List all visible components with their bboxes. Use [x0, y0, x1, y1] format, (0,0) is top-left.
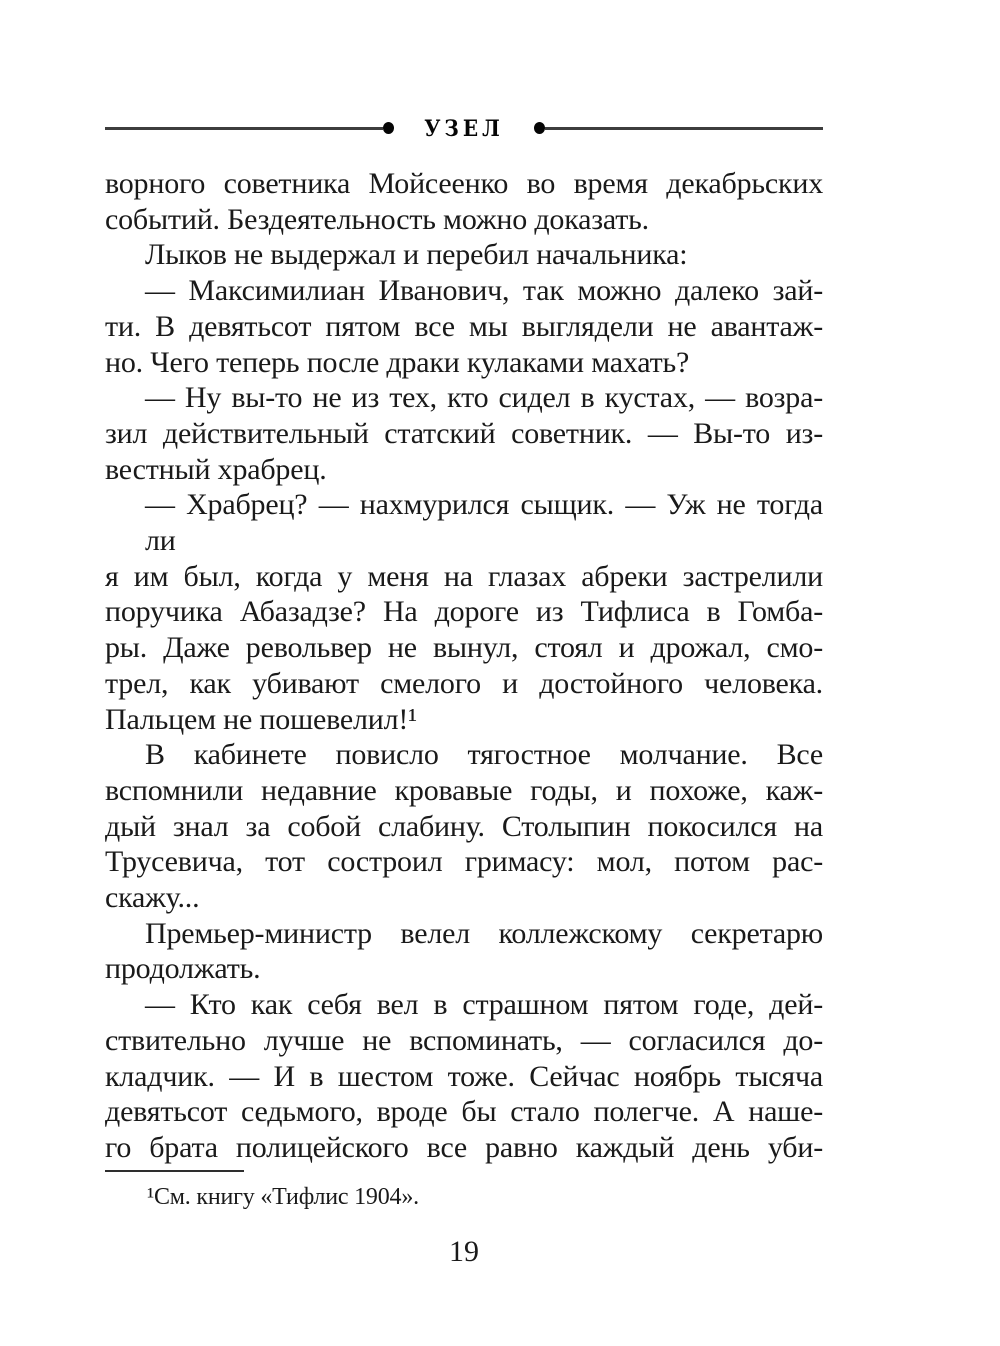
text-line: ры. Даже револьвер не вынул, стоял и дрожал, смо-	[105, 631, 823, 665]
text-line: зил действительный статский советник. — Вы-то из-	[105, 416, 823, 450]
text-line: ворного советника Мойсеенко во время декабрьских	[105, 167, 823, 200]
text-line: Лыков не выдержал и перебил начальника:	[145, 238, 688, 272]
text-line: Премьер-министр велел коллежскому секретарю	[145, 916, 823, 950]
text-line: В кабинете повисло тягостное молчание. Все	[145, 738, 823, 772]
header-dot-right-icon	[534, 122, 545, 134]
text-line: трел, как убивают смелого и достойного человека.	[105, 666, 823, 700]
header-rule-right	[545, 127, 823, 130]
footnote-rule	[105, 1170, 244, 1172]
header-rule-left	[105, 127, 383, 130]
text-line: продолжать.	[105, 952, 261, 986]
text-line: ти. В девятьсот пятом все мы выглядели не авантаж-	[105, 309, 823, 343]
text-line: го брата полицейского все равно каждый день уби-	[105, 1130, 823, 1164]
body-text	[105, 166, 823, 1166]
text-line: вспомнили недавние кровавые годы, и похоже, каж-	[105, 773, 823, 807]
text-line: поручика Абазадзе? На дороге из Тифлиса в Гомба-	[105, 595, 823, 629]
text-line: Трусевича, тот состроил гримасу: мол, потом рас-	[105, 845, 823, 879]
text-line: дый знал за собой слабину. Столыпин покосился на	[105, 809, 823, 843]
text-line: я им был, когда у меня на глазах абреки застрелили	[105, 559, 823, 593]
text-line: скажу...	[105, 881, 200, 915]
text-line: — Храбрец? — нахмурился сыщик. — Уж не тогда ли	[145, 488, 823, 558]
text-line: событий. Бездеятельность можно доказать.	[105, 202, 649, 236]
text-line: но. Чего теперь после драки кулаками махать?	[105, 345, 690, 379]
header-dot-left-icon	[383, 122, 394, 134]
page-content	[105, 0, 823, 1269]
chapter-header	[105, 110, 823, 146]
text-line: девятьсот седьмого, вроде бы стало полегче. А наше-	[105, 1095, 823, 1129]
page-number: 19	[449, 1234, 479, 1268]
text-line: Пальцем не пошевелил!¹	[105, 702, 417, 736]
footnote: ¹См. книгу «Тифлис 1904».	[147, 1183, 419, 1210]
text-line: — Ну вы-то не из тех, кто сидел в кустах, — возра-	[145, 381, 823, 415]
text-line: вестный храбрец.	[105, 452, 327, 486]
chapter-title: УЗЕЛ	[424, 114, 504, 142]
text-line: ствительно лучше не вспоминать, — согласился до-	[105, 1023, 823, 1057]
text-line: кладчик. — И в шестом тоже. Сейчас ноябрь тысяча	[105, 1059, 823, 1093]
text-line: — Кто как себя вел в страшном пятом годе, дей-	[145, 988, 823, 1022]
text-line: — Максимилиан Иванович, так можно далеко зай-	[145, 274, 823, 308]
